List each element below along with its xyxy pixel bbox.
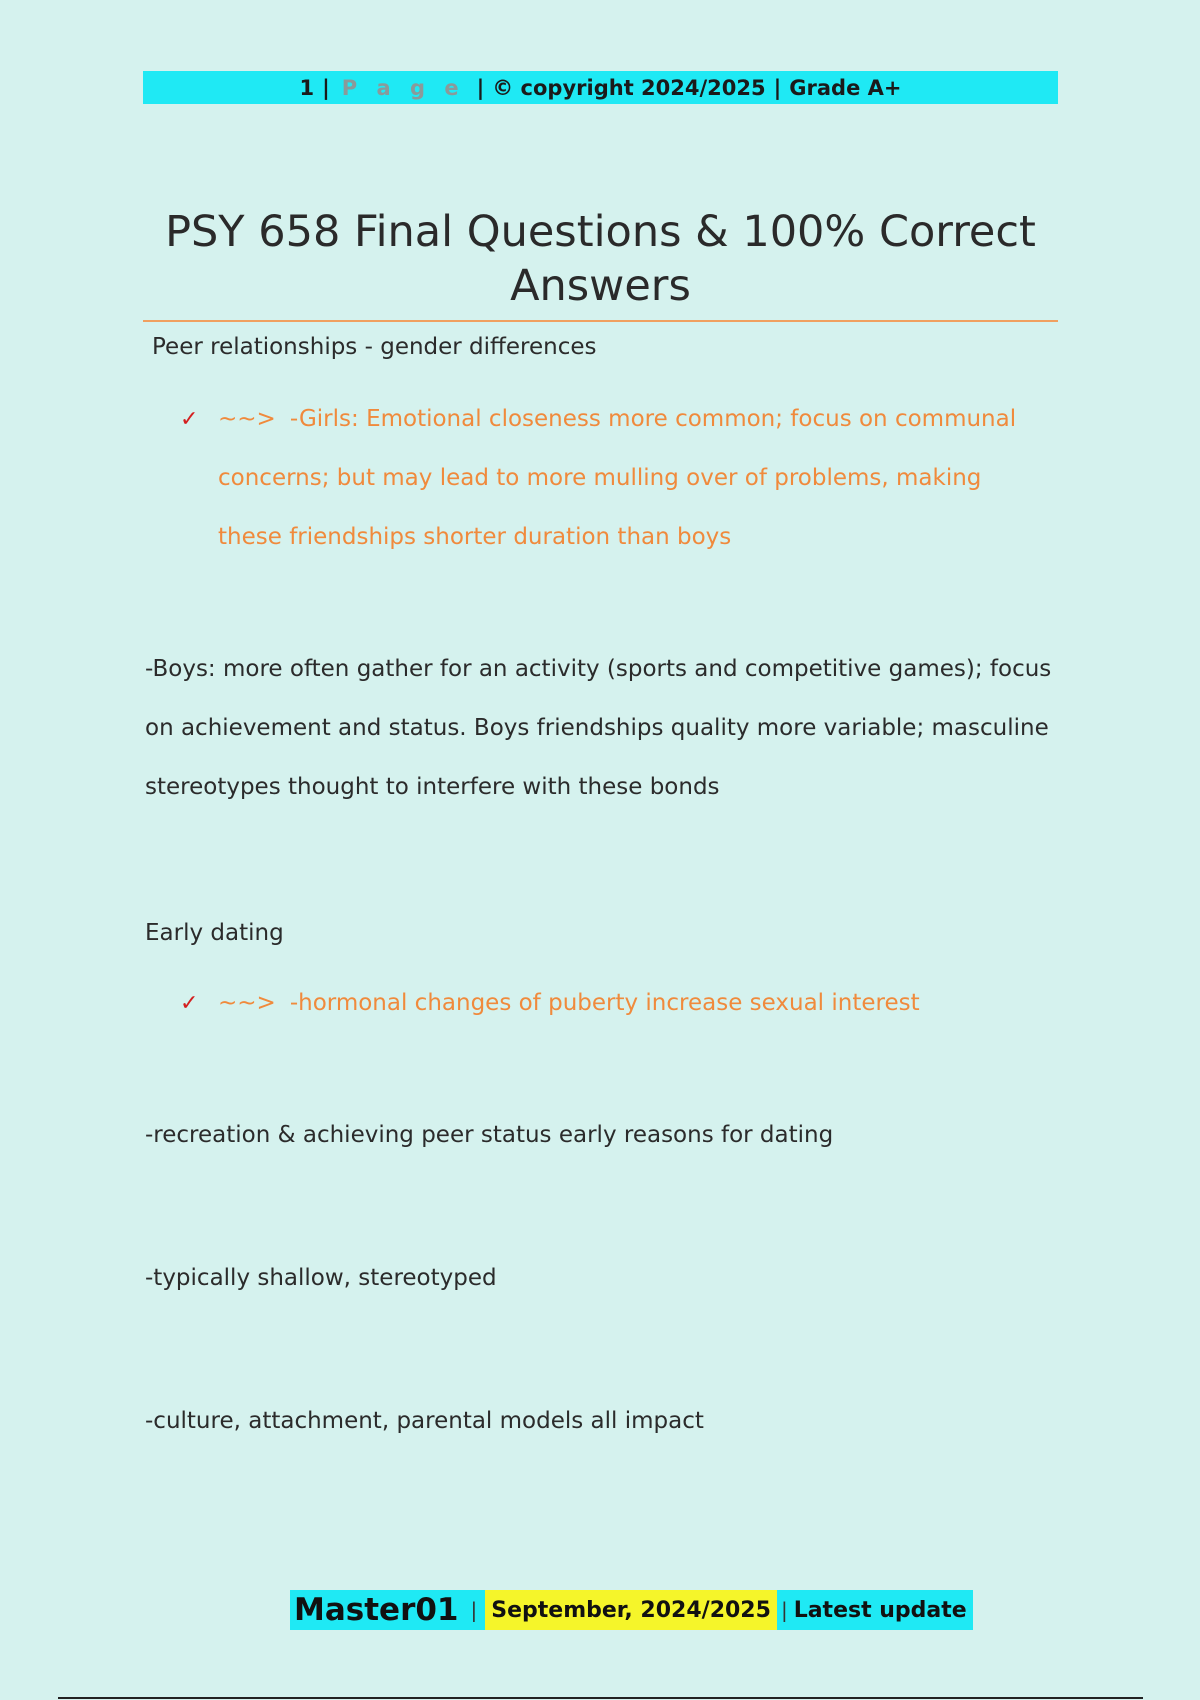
paragraph: -Boys: more often gather for an activity (sports and competitive games); focus on achievement and status. Boys friendships quality more variable; masculine stereotypes thought to interfere with these bonds xyxy=(145,656,1052,800)
footer-update: Latest update xyxy=(792,1590,973,1630)
arrow-icon: ~~> xyxy=(218,406,276,432)
paragraph: -recreation & achieving peer status early reasons for dating xyxy=(145,1122,834,1148)
page-label: P a g e xyxy=(341,75,465,100)
page-footer xyxy=(290,1590,973,1630)
paragraph: -culture, attachment, parental models all impact xyxy=(145,1408,704,1434)
question-2: Early dating xyxy=(145,920,284,946)
title-divider xyxy=(143,320,1058,322)
footer-divider: | xyxy=(463,1590,486,1630)
brand-name: Master01 xyxy=(290,1590,463,1630)
header-divider: | xyxy=(773,75,782,100)
copyright-text: © copyright 2024/2025 xyxy=(492,75,766,100)
title-line-2: Answers xyxy=(510,261,691,311)
arrow-icon: ~~> xyxy=(218,990,276,1016)
header-divider: | xyxy=(476,75,485,100)
title-line-1: PSY 658 Final Questions & 100% Correct xyxy=(165,207,1036,257)
footer-date: September, 2024/2025 xyxy=(485,1590,777,1630)
question-1: Peer relationships - gender differences xyxy=(152,334,597,360)
answer-1 xyxy=(180,390,1038,567)
answer-text: -Girls: Emotional closeness more common; focus on communal concerns; but may lead to more mulling over of problems, making these friendships shorter duration than boys xyxy=(218,406,1017,550)
footer-divider: | xyxy=(777,1590,792,1630)
paragraph: -typically shallow, stereotyped xyxy=(145,1265,497,1291)
page-header xyxy=(143,71,1058,104)
check-icon: ✓ xyxy=(180,991,199,1016)
page-number: 1 xyxy=(299,75,315,100)
header-divider: | xyxy=(322,75,330,100)
check-icon: ✓ xyxy=(180,407,199,432)
bottom-divider xyxy=(58,1697,1143,1699)
answer-text: -hormonal changes of puberty increase sexual interest xyxy=(289,990,920,1016)
document-title xyxy=(143,205,1058,313)
answer-2 xyxy=(180,974,1038,1033)
grade-text: Grade A+ xyxy=(789,75,902,100)
